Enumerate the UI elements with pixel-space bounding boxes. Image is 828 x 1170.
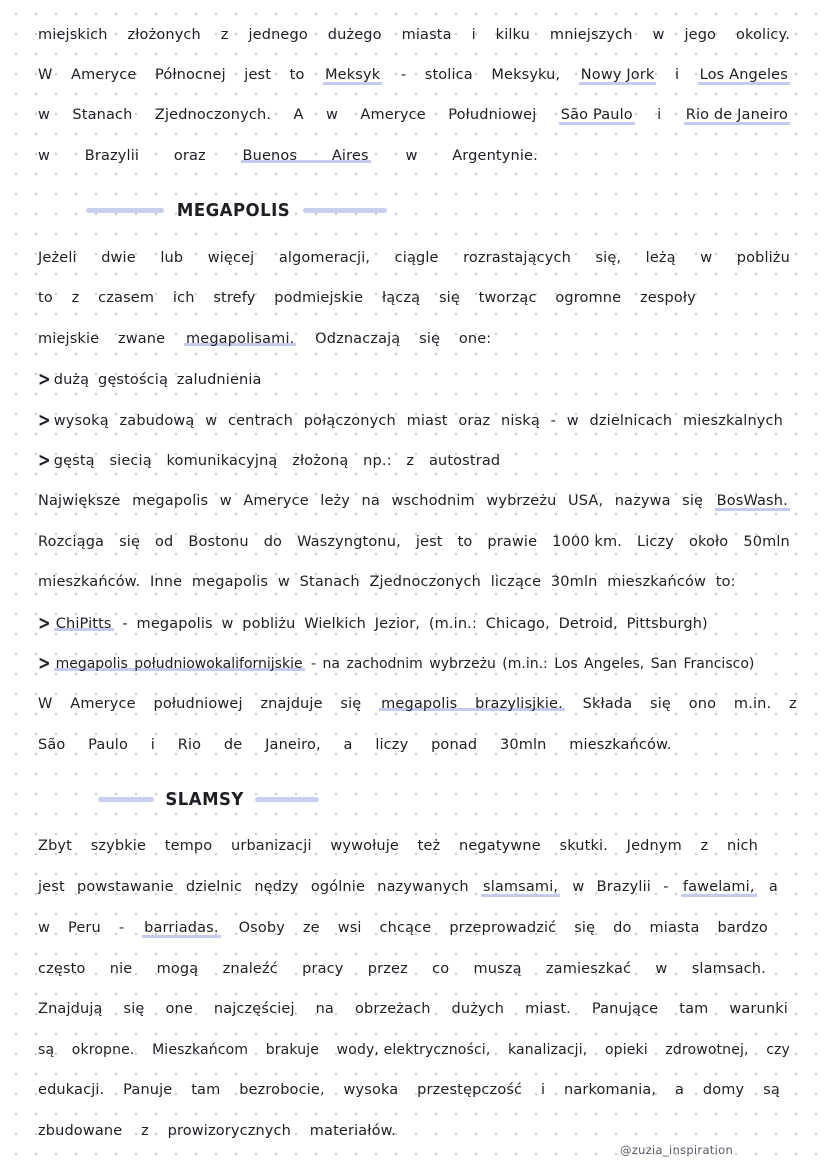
slamsy-line-6: są okropne. Mieszkańcom brakuje wody, elektryczności, kanalizacji, opieki zdrowotnej, czy — [38, 1042, 790, 1058]
slamsy-line-4: często nie mogą znaleźć pracy przez co muszą zamieszkać w slamsach. — [38, 961, 766, 977]
author-signature: @zuzia_inspiration — [620, 1143, 734, 1157]
arrow-icon: > — [38, 448, 51, 472]
slamsy-line-7: edukacji. Panuje tam bezrobocie, wysoka przestępczość i narkomania, a domy są — [38, 1082, 780, 1098]
arrow-icon: > — [38, 367, 51, 391]
megapolis-line-3: miejskie zwane megapolisami. Odznaczają się one: — [38, 331, 492, 347]
arrow-icon: > — [38, 611, 51, 635]
text-line-3: w Stanach Zjednoczonych. A w Ameryce Południowej São Paulo i Rio de Janeiro — [38, 104, 790, 126]
text-line-2: W Ameryce Północnej jest to Meksyk - stolica Meksyku, Nowy Jork i Los Angeles — [38, 64, 790, 86]
megapolis-bullet-2: > wysoką zabudową w centrach połączonych miast oraz niską - w dzielnicach mieszkalnych — [38, 409, 790, 432]
slamsy-line-1: Zbyt szybkie tempo urbanizacji wywołuje też negatywne skutki. Jednym z nich — [38, 838, 758, 854]
slamsy-line-5: Znajdują się one najczęściej na obrzeżach dużych miast. Panujące tam warunki — [38, 1001, 788, 1017]
slamsy-line-8: zbudowane z prowizorycznych materiałów. — [38, 1123, 397, 1139]
megapolis-bullet-4: > ChiPitts - megapolis w pobliżu Wielkich Jezior, (m.in.: Chicago, Detroid, Pittsburgh) — [38, 612, 790, 635]
megapolis-title: MEGAPOLIS — [176, 200, 291, 221]
arrow-icon: > — [38, 408, 51, 432]
heading-bar-right — [303, 208, 387, 213]
megapolis-line-7: Największe megapolis w Ameryce leży na wschodnim wybrzeżu USA, nazywa się BosWash. — [38, 490, 790, 512]
slamsy-line-2: jest powstawanie dzielnic nędzy ogólnie nazywanych slamsami, w Brazylii - fawelami, a — [38, 876, 778, 898]
text-line-1: miejskich złożonych z jednego dużego miasta i kilku mniejszych w jego okolicy. — [38, 27, 790, 43]
megapolis-line-12: W Ameryce południowej znajduje się megapolis brazylisjkie. Składa się ono m.in. z — [38, 696, 797, 712]
heading-bar-left — [98, 797, 154, 802]
arrow-icon: > — [38, 651, 51, 675]
megapolis-line-13: São Paulo i Rio de Janeiro, a liczy ponad 30mln mieszkańców. — [38, 737, 672, 753]
megapolis-bullet-3: > gęstą siecią komunikacyjną złożoną np.: z autostrad — [38, 449, 790, 472]
heading-bar-right — [255, 797, 319, 802]
slamsy-heading — [98, 789, 319, 810]
slamsy-line-3: w Peru - barriadas. Osoby ze wsi chcące przeprowadzić się do miasta bardzo — [38, 917, 768, 939]
megapolis-line-2: to z czasem ich strefy podmiejskie łączą się tworząc ogromne zespoły — [38, 290, 696, 306]
megapolis-heading — [86, 200, 387, 221]
megapolis-line-1: Jeżeli dwie lub więcej algomeracji, ciągle rozrastających się, leżą w pobliżu — [38, 250, 790, 266]
megapolis-line-8: Rozciąga się od Bostonu do Waszyngtonu, jest to prawie 1000 km. Liczy około 50mln — [38, 534, 790, 550]
slamsy-title: SLAMSY — [165, 789, 244, 810]
heading-bar-left — [86, 208, 164, 213]
megapolis-bullet-1: > dużą gęstością zaludnienia — [38, 368, 790, 391]
megapolis-line-9: mieszkańców. Inne megapolis w Stanach Zjednoczonych liczące 30mln mieszkańców to: — [38, 574, 736, 590]
text-line-4: w Brazylii oraz Buenos Aires w Argentynie. — [38, 148, 538, 164]
megapolis-bullet-5: > megapolis południowokalifornijskie - na zachodnim wybrzeżu (m.in.: Los Angeles, San Francisco) — [38, 652, 790, 675]
